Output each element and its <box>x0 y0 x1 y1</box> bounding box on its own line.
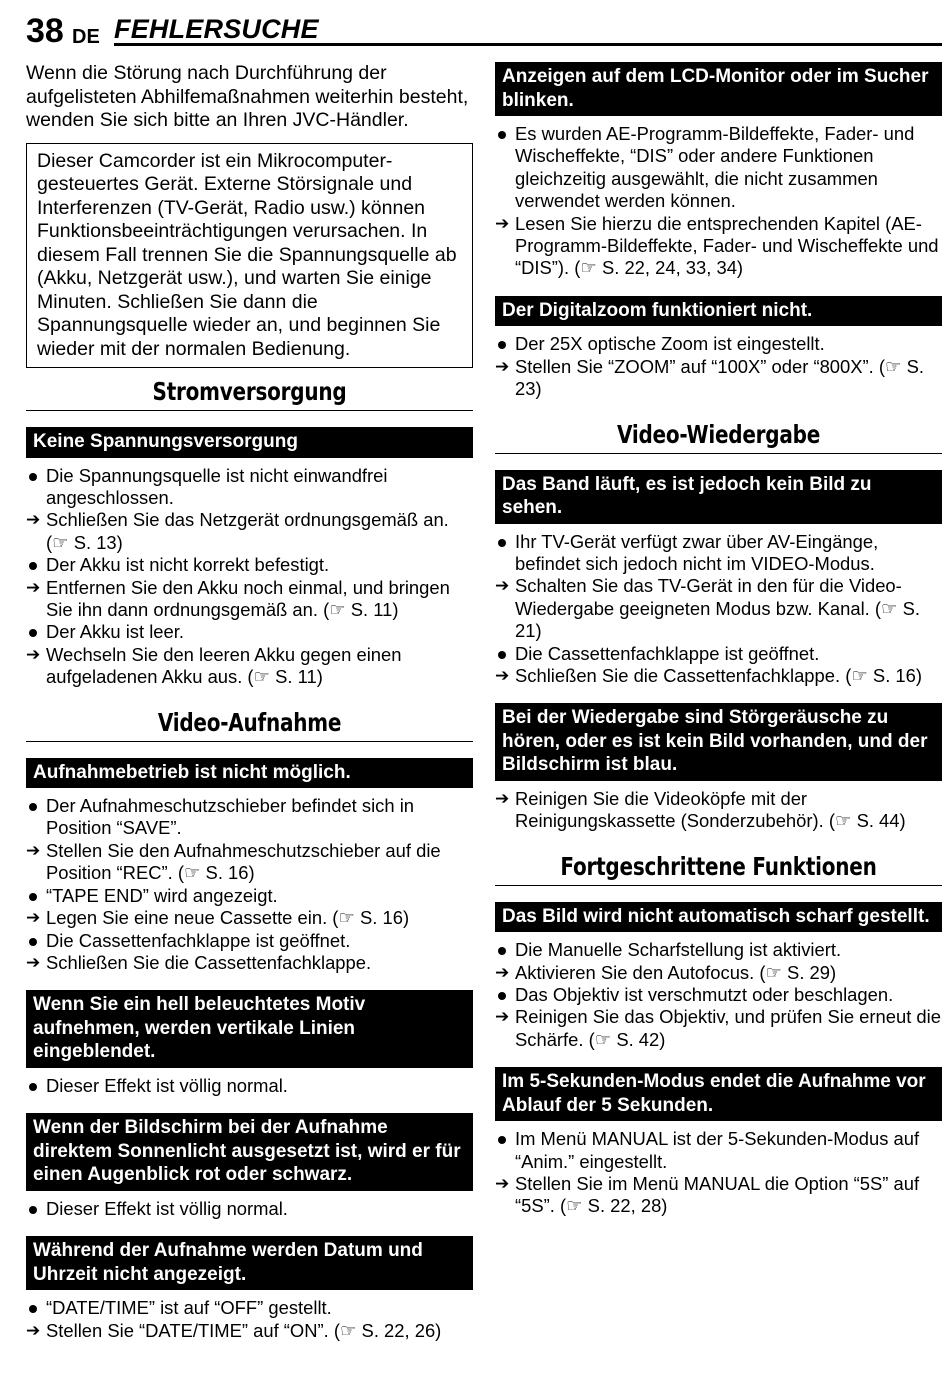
remedy-item <box>495 1173 942 1218</box>
item-text: Der 25X optische Zoom ist eingestellt. <box>515 333 825 355</box>
item-text: Aktivieren Sie den Autofocus. (☞ S. 29) <box>515 961 837 983</box>
solution-list <box>495 531 942 688</box>
item-text: Entfernen Sie den Akku noch einmal, und bringen Sie ihn dann ordnungsgemäß an. (☞ S. 11) <box>46 576 450 620</box>
cause-item <box>26 1075 473 1097</box>
remedy-item <box>26 509 473 554</box>
page-title: FEHLERSUCHE <box>114 14 319 44</box>
cause-item <box>495 123 942 213</box>
solution-list <box>26 1198 473 1220</box>
item-text: Lesen Sie hierzu die entsprechenden Kapitel (AE-Programm-Bildeffekte, Fader- und Wischeffekte und “DIS”). (☞ S. 22, 24, 33, 34) <box>515 212 939 279</box>
cause-item <box>495 333 942 355</box>
problem-heading: Anzeigen auf dem LCD-Monitor oder im Sucher blinken. <box>495 62 942 116</box>
remedy-item <box>26 644 473 689</box>
item-text: Schließen Sie die Cassettenfachklappe. <box>46 951 372 973</box>
item-text: Der Akku ist nicht korrekt befestigt. <box>46 554 330 576</box>
section-title: Fortgeschrittene Funktionen <box>560 851 877 881</box>
section-title: Video-Wiedergabe <box>616 419 821 449</box>
item-text: Legen Sie eine neue Cassette ein. (☞ S. 16) <box>46 907 410 929</box>
section-divider <box>495 885 942 886</box>
item-text: Dieser Effekt ist völlig normal. <box>46 1197 288 1219</box>
remedy-item <box>26 1320 473 1342</box>
solution-list <box>26 465 473 689</box>
remedy-item <box>26 840 473 885</box>
right-column <box>495 62 942 1234</box>
cause-item <box>26 930 473 952</box>
item-text: Es wurden AE-Programm-Bildeffekte, Fader- und Wischeffekte, “DIS” oder andere Funktionen gleichzeitig ausgewählt, die nicht zusammen verwendet werden können. <box>515 123 915 212</box>
item-text: Der Aufnahmeschutzschieber befindet sich in Position “SAVE”. <box>46 795 415 839</box>
note-box: Dieser Camcorder ist ein Mikrocomputer-gesteuertes Gerät. Externe Störsignale und Interferenzen (TV-Gerät, Radio usw.) können Funktionsbeeinträchtigungen verursachen. In diesem Fall trennen Sie die Spannungsquelle ab (Akku, Netzgerät usw.), und warten Sie einige Minuten. Schließen Sie dann die Spannungsquelle wieder an, und beginnen Sie wieder mit der normalen Bedienung. <box>26 143 473 369</box>
cause-item <box>26 621 473 643</box>
left-column <box>26 62 473 1358</box>
solution-list <box>26 795 473 974</box>
header-rule <box>114 43 942 46</box>
item-text: Reinigen Sie das Objektiv, und prüfen Sie erneut die Schärfe. (☞ S. 42) <box>515 1006 941 1050</box>
item-text: Schalten Sie das TV-Gerät in den für die Video-Wiedergabe geeigneten Modus bzw. Kanal. (☞ S. 21) <box>515 575 920 642</box>
problem-heading: Wenn der Bildschirm bei der Aufnahme direktem Sonnenlicht ausgesetzt ist, wird er für einen Augenblick rot oder schwarz. <box>26 1113 473 1191</box>
cause-item <box>26 795 473 840</box>
remedy-item <box>495 962 942 984</box>
problem-heading: Keine Spannungsversorgung <box>26 427 473 458</box>
solution-list <box>26 1297 473 1342</box>
solution-list <box>26 1075 473 1097</box>
remedy-item <box>495 1006 942 1051</box>
problem-heading: Das Band läuft, es ist jedoch kein Bild zu sehen. <box>495 470 942 524</box>
remedy-item <box>495 788 942 833</box>
solution-list <box>495 788 942 833</box>
item-text: Im Menü MANUAL ist der 5-Sekunden-Modus auf “Anim.” eingestellt. <box>515 1128 920 1172</box>
cause-item <box>26 465 473 510</box>
remedy-item <box>26 907 473 929</box>
solution-list <box>495 123 942 280</box>
solution-list <box>495 1128 942 1218</box>
remedy-item <box>26 577 473 622</box>
cause-item <box>26 1198 473 1220</box>
section-title: Video-Aufnahme <box>157 707 342 737</box>
right-sections <box>495 62 942 1218</box>
page-header <box>26 12 942 50</box>
problem-heading: Der Digitalzoom funktioniert nicht. <box>495 296 942 327</box>
item-text: Die Cassettenfachklappe ist geöffnet. <box>46 929 351 951</box>
language-code: DE <box>72 26 100 48</box>
remedy-item <box>495 665 942 687</box>
item-text: Die Manuelle Scharfstellung ist aktiviert. <box>515 939 842 961</box>
item-text: Das Objektiv ist verschmutzt oder beschlagen. <box>515 984 894 1006</box>
item-text: Stellen Sie “ZOOM” auf “100X” oder “800X”. (☞ S. 23) <box>515 355 924 400</box>
item-text: Schließen Sie die Cassettenfachklappe. (☞ S. 16) <box>515 665 922 686</box>
section-divider <box>495 453 942 454</box>
item-text: Dieser Effekt ist völlig normal. <box>46 1074 288 1096</box>
problem-heading: Das Bild wird nicht automatisch scharf gestellt. <box>495 902 942 933</box>
remedy-item <box>495 575 942 642</box>
item-text: Der Akku ist leer. <box>46 621 184 643</box>
remedy-item <box>495 356 942 401</box>
remedy-item <box>26 952 473 974</box>
item-text: “TAPE END” wird angezeigt. <box>46 884 278 906</box>
problem-heading: Bei der Wiedergabe sind Störgeräusche zu hören, oder es ist kein Bild vorhanden, und der Bildschirm ist blau. <box>495 703 942 781</box>
item-text: Stellen Sie im Menü MANUAL die Option “5S” auf “5S”. (☞ S. 22, 28) <box>515 1173 920 1217</box>
page-number: 38 <box>26 12 64 50</box>
remedy-item <box>495 213 942 280</box>
cause-item <box>26 1297 473 1319</box>
item-text: “DATE/TIME” ist auf “OFF” gestellt. <box>46 1297 332 1319</box>
solution-list <box>495 333 942 400</box>
left-sections <box>26 374 473 1342</box>
item-text: Die Cassettenfachklappe ist geöffnet. <box>515 642 820 664</box>
section-divider <box>26 410 473 411</box>
solution-list <box>495 939 942 1051</box>
cause-item <box>26 554 473 576</box>
problem-heading: Während der Aufnahme werden Datum und Uhrzeit nicht angezeigt. <box>26 1236 473 1290</box>
intro-text: Wenn die Störung nach Durchführung der aufgelisteten Abhilfemaßnahmen weiterhin besteht, wenden Sie sich bitte an Ihren JVC-Händler. <box>26 62 469 131</box>
cause-item <box>495 984 942 1006</box>
cause-item <box>495 531 942 576</box>
cause-item <box>495 643 942 665</box>
item-text: Schließen Sie das Netzgerät ordnungsgemäß an. (☞ S. 13) <box>46 509 449 553</box>
item-text: Stellen Sie “DATE/TIME” auf “ON”. (☞ S. 22, 26) <box>46 1319 442 1341</box>
problem-heading: Aufnahmebetrieb ist nicht möglich. <box>26 758 473 789</box>
section-title: Stromversorgung <box>152 377 347 406</box>
cause-item <box>495 1128 942 1173</box>
item-text: Ihr TV-Gerät verfügt zwar über AV-Eingänge, befindet sich jedoch nicht im VIDEO-Modus. <box>515 530 879 574</box>
problem-heading: Wenn Sie ein hell beleuchtetes Motiv aufnehmen, werden vertikale Linien eingeblendet. <box>26 990 473 1068</box>
cause-item <box>495 939 942 961</box>
cause-item <box>26 885 473 907</box>
item-text: Die Spannungsquelle ist nicht einwandfrei angeschlossen. <box>46 464 388 508</box>
problem-heading: Im 5-Sekunden-Modus endet die Aufnahme vor Ablauf der 5 Sekunden. <box>495 1067 942 1121</box>
section-divider <box>26 741 473 742</box>
item-text: Reinigen Sie die Videoköpfe mit der Reinigungskassette (Sonderzubehör). (☞ S. 44) <box>515 787 906 832</box>
item-text: Wechseln Sie den leeren Akku gegen einen aufgeladenen Akku aus. (☞ S. 11) <box>46 643 402 688</box>
item-text: Stellen Sie den Aufnahmeschutzschieber auf die Position “REC”. (☞ S. 16) <box>46 839 441 884</box>
